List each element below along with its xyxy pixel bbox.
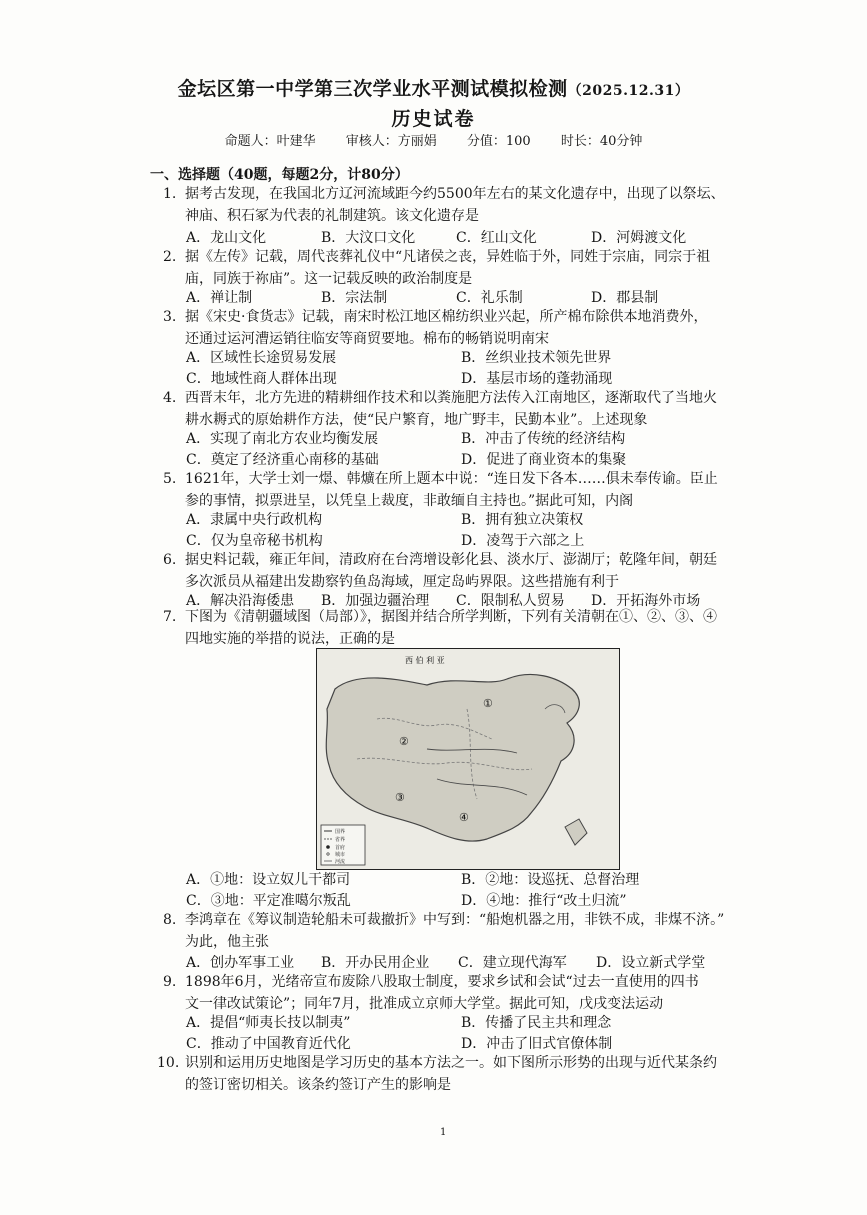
option-d[interactable]: D．促进了商业资本的集聚: [461, 452, 627, 468]
exam-meta: [0, 130, 867, 149]
exam-date: （2025.12.31）: [567, 83, 690, 99]
option-a[interactable]: A．实现了南北方农业均衡发展: [186, 431, 379, 447]
question-line: 西晋末年，北方先进的精耕细作技术和以粪施肥方法传入江南地区，逐渐取代了当地火: [185, 390, 717, 406]
question-number: 7.: [163, 609, 177, 625]
option-b[interactable]: B．拥有独立决策权: [461, 512, 584, 528]
legend-item: 河流: [335, 859, 346, 865]
options-2: [186, 288, 786, 309]
question-line: 四地实施的举措的说法，正确的是: [185, 630, 395, 647]
option-b[interactable]: B．宗法制: [321, 290, 388, 306]
question-number: 10.: [157, 1055, 180, 1071]
option-a[interactable]: A．创办军事工业: [186, 955, 295, 971]
options-5: [186, 510, 786, 552]
question-4: [165, 388, 785, 431]
option-b[interactable]: B．大汶口文化: [321, 230, 416, 246]
question-line: 1898年6月，光绪帝宣布废除八股取士制度，要求乡试和会试“过去一直使用的四书: [185, 974, 699, 990]
question-line: 据史料记载，雍正年间，清政府在台湾增设彰化县、淡水厅、澎湖厅；乾隆年间，朝廷: [185, 552, 717, 568]
question-line: 参的事情，拟票进呈，以凭皇上裁度，非敢缅自主持也。”据此可知，内阁: [185, 492, 634, 509]
question-number: 1.: [163, 186, 177, 202]
question-line: 的签订密切相关。该条约签订产生的影响是: [185, 1076, 451, 1093]
option-c[interactable]: C．限制私人贸易: [456, 593, 565, 609]
map-marker-2: ②: [399, 735, 409, 748]
map-marker-1: ①: [483, 697, 493, 710]
map-marker-3: ③: [395, 791, 405, 804]
author: 命题人：叶建华: [224, 134, 316, 149]
option-b[interactable]: B．冲击了传统的经济结构: [461, 431, 626, 447]
question-line: 为此，他主张: [185, 933, 269, 950]
question-number: 3.: [163, 309, 177, 325]
options-3: [186, 348, 786, 390]
question-line: 耕水耨式的原始耕作方法，使“民户繁育，地广野丰，民勤本业”。上述现象: [185, 411, 648, 428]
question-line: 据考古发现，在我国北方辽河流域距今约5500年左右的某文化遗存中，出现了以祭坛、: [185, 186, 725, 202]
reviewer: 审核人：方丽娟: [345, 134, 437, 149]
question-line: 还通过运河漕运销往临安等商贸要地。棉布的畅销说明南宋: [185, 330, 549, 347]
question-5: [165, 469, 785, 512]
question-line: 多次派员从福建出发勘察钓鱼岛海域，厘定岛屿界限。这些措施有利于: [185, 573, 619, 590]
option-b[interactable]: B．②地：设巡抚、总督治理: [461, 872, 640, 888]
option-a[interactable]: A．区域性长途贸易发展: [186, 350, 337, 366]
options-1: [186, 228, 786, 249]
map-top-label: 西 伯 利 亚: [405, 656, 445, 665]
question-line: 李鸿章在《筹议制造轮船未可裁撤折》中写到：“船炮机器之用，非铁不成，非煤不济。”: [185, 912, 725, 928]
question-number: 8.: [163, 912, 177, 928]
options-4: [186, 429, 786, 471]
question-number: 4.: [163, 390, 177, 406]
option-d[interactable]: D．开拓海外市场: [591, 593, 701, 609]
section-title: 一、选择题（40题，每题2分，计80分）: [150, 167, 409, 183]
option-a[interactable]: A．提倡“师夷长技以制夷”: [186, 1015, 351, 1031]
option-c[interactable]: C．地域性商人群体出现: [186, 371, 337, 387]
exam-subtitle: 历史试卷: [391, 108, 476, 130]
question-line: 下图为《清朝疆域图（局部）》，据图并结合所学判断，下列有关清朝在①、②、③、④: [185, 609, 717, 625]
legend-item: 首府: [335, 845, 346, 851]
legend-item: 省界: [335, 837, 346, 843]
question-1: [165, 184, 785, 227]
option-a[interactable]: A．解决沿海倭患: [186, 593, 295, 609]
qing-territory-map: [316, 648, 620, 870]
options-9: [186, 1013, 786, 1055]
question-9: [165, 972, 785, 1015]
question-number: 6.: [163, 552, 177, 568]
map-marker-4: ④: [459, 811, 469, 824]
option-a[interactable]: A．①地：设立奴儿干都司: [186, 872, 351, 888]
question-line: 1621年，大学士刘一燝、韩爌在所上题本中说：“连日发下各本……俱未奉传谕。臣止: [185, 471, 718, 487]
option-c[interactable]: C．推动了中国教育近代化: [186, 1036, 351, 1052]
option-c[interactable]: C．礼乐制: [456, 290, 523, 306]
question-10: [157, 1053, 785, 1096]
question-number: 5.: [163, 471, 177, 487]
option-b[interactable]: B．加强边疆治理: [321, 593, 430, 609]
option-c[interactable]: C．仅为皇帝秘书机构: [186, 533, 323, 549]
page-number: 1: [440, 1127, 447, 1138]
score: 分值：100: [466, 134, 531, 149]
question-8: [165, 910, 785, 953]
option-d[interactable]: D．④地：推行“改土归流”: [461, 893, 627, 909]
option-a[interactable]: A．隶属中央行政机构: [186, 512, 323, 528]
question-line: 神庙、积石冢为代表的礼制建筑。该文化遗存是: [185, 207, 479, 224]
options-8: [186, 953, 786, 974]
option-c[interactable]: C．③地：平定准噶尔叛乱: [186, 893, 351, 909]
option-b[interactable]: B．开办民用企业: [321, 955, 430, 971]
legend-item: 城市: [335, 852, 346, 858]
question-line: 识别和运用历史地图是学习历史的基本方法之一。如下图所示形势的出现与近代某条约: [185, 1055, 717, 1071]
legend-item: 国界: [335, 829, 346, 835]
question-line: 庙，同族于祢庙”。这一记载反映的政治制度是: [185, 270, 473, 287]
exam-title-text: 金坛区第一中学第三次学业水平测试模拟检测: [177, 78, 568, 100]
option-d[interactable]: D．凌驾于六部之上: [461, 533, 585, 549]
option-c[interactable]: C．红山文化: [456, 230, 537, 246]
exam-title: [0, 74, 867, 101]
question-7: [165, 607, 785, 650]
question-2: [165, 247, 785, 290]
option-d[interactable]: D．河姆渡文化: [591, 230, 687, 246]
option-d[interactable]: D．设立新式学堂: [596, 955, 706, 971]
option-d[interactable]: D．冲击了旧式官僚体制: [461, 1036, 613, 1052]
options-7: [186, 870, 786, 912]
option-a[interactable]: A．龙山文化: [186, 230, 267, 246]
question-line: 据《左传》记载，周代丧葬礼仪中“凡诸侯之丧，异姓临于外，同姓于宗庙，同宗于祖: [185, 249, 711, 265]
question-line: 据《宋史·食货志》记载，南宋时松江地区棉纺织业兴起，所产棉布除供本地消费外，: [185, 309, 708, 325]
question-3: [165, 307, 785, 350]
option-c[interactable]: C．建立现代海军: [458, 955, 567, 971]
map-image: [317, 649, 619, 869]
duration: 时长：40分钟: [560, 134, 643, 149]
option-d[interactable]: D．基层市场的蓬勃涌现: [461, 371, 613, 387]
question-number: 2.: [163, 249, 177, 265]
question-6: [165, 550, 785, 593]
option-d[interactable]: D．郡县制: [591, 290, 659, 306]
option-c[interactable]: C．奠定了经济重心南移的基础: [186, 452, 379, 468]
question-number: 9.: [163, 974, 177, 990]
option-b[interactable]: B．丝织业技术领先世界: [461, 350, 612, 366]
question-line: 文一律改试策论”；同年7月，批准成立京师大学堂。据此可知，戊戌变法运动: [185, 995, 664, 1012]
option-b[interactable]: B．传播了民主共和理念: [461, 1015, 612, 1031]
option-a[interactable]: A．禅让制: [186, 290, 253, 306]
